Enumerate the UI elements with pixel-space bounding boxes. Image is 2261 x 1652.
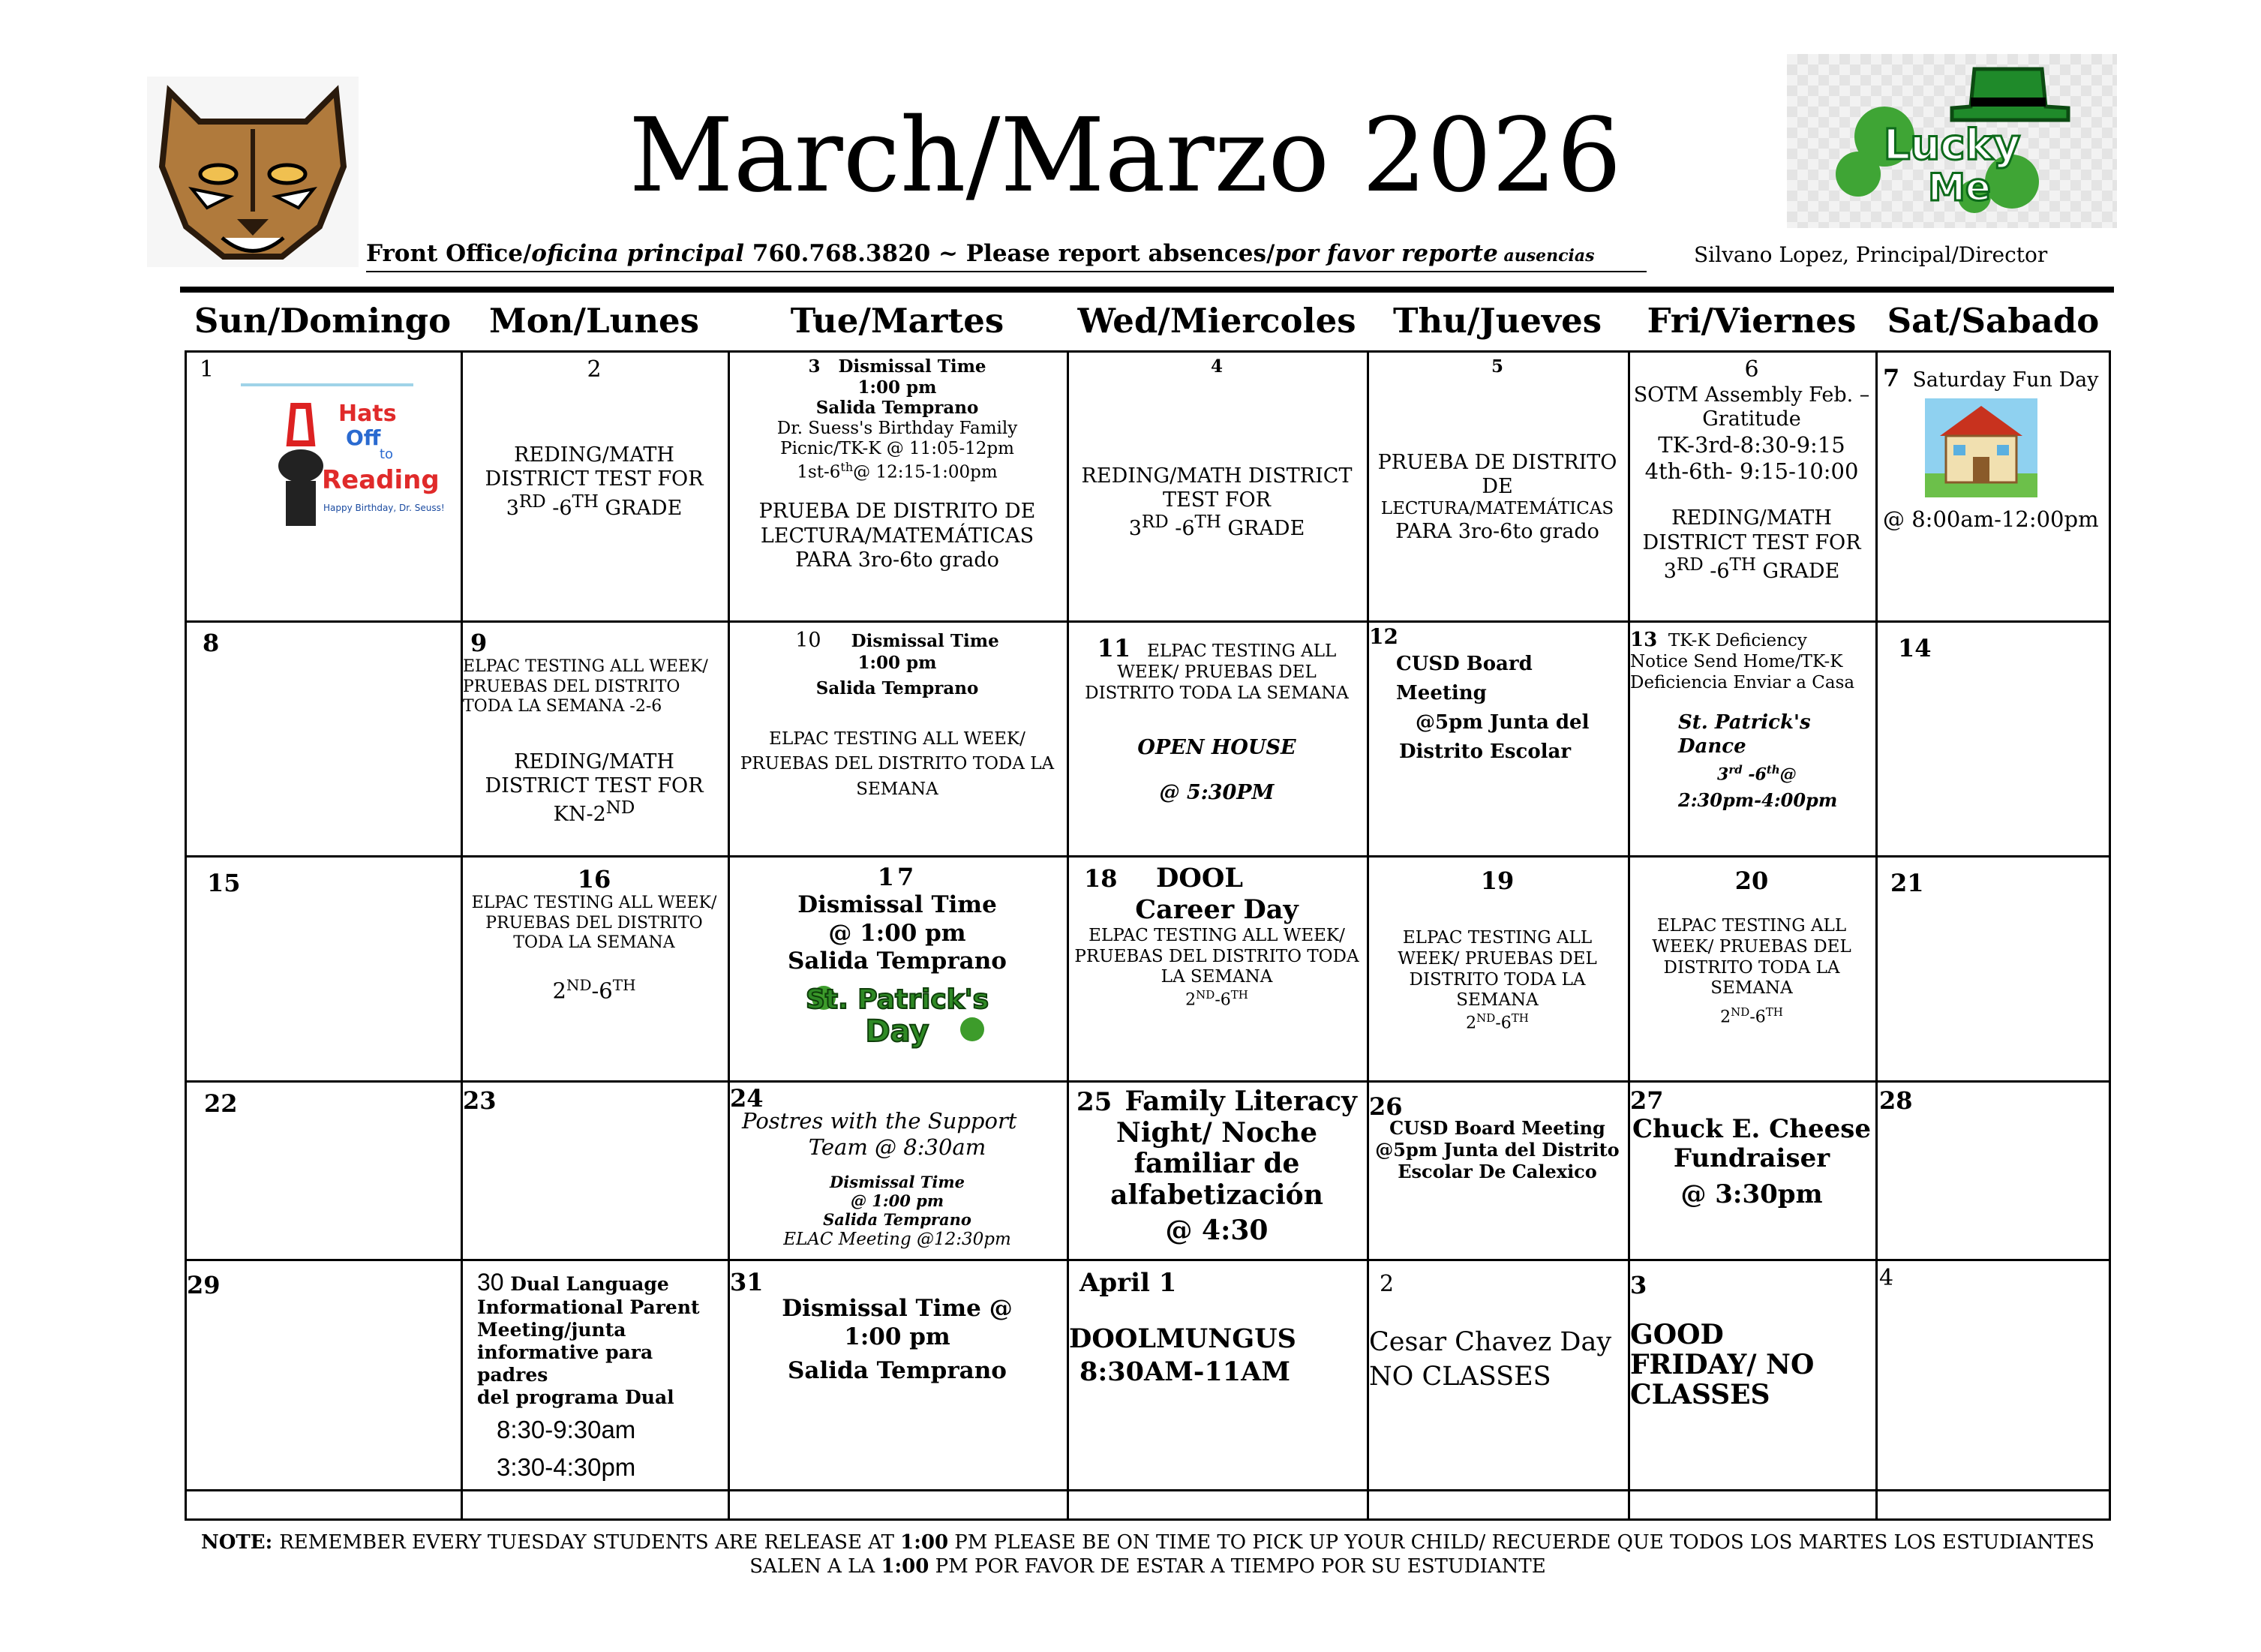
event-line: TEST FOR bbox=[1162, 488, 1271, 512]
day-cell-mar-18 bbox=[1069, 863, 1365, 1077]
reading-text-reading: Reading bbox=[322, 465, 440, 495]
day-number: 30 bbox=[477, 1269, 504, 1296]
sup: RD bbox=[518, 491, 546, 512]
day-header-fri: Fri/Viernes bbox=[1647, 301, 1857, 341]
day-number: 13 bbox=[1630, 629, 1658, 651]
day-cell-mar-1 bbox=[200, 356, 455, 617]
day-cell-mar-28 bbox=[1879, 1086, 2108, 1256]
me-text: Me bbox=[1928, 166, 1991, 209]
event-line: PARA 3ro-6to grado bbox=[795, 548, 999, 572]
event-line: Picnic/TK-K @ 11:05-12pm bbox=[780, 439, 1014, 459]
day-cell-mar-13 bbox=[1630, 629, 1873, 852]
reading-text-to: to bbox=[380, 446, 394, 462]
day-cell-mar-8 bbox=[203, 629, 458, 852]
sup: TH bbox=[1511, 1011, 1529, 1025]
event-line: WEEK/ PRUEBAS DEL bbox=[1652, 936, 1851, 957]
sup: TH bbox=[1729, 555, 1756, 575]
event-line: ELPAC TESTING ALL bbox=[1402, 928, 1593, 948]
day-header-thu: Thu/Jueves bbox=[1392, 301, 1602, 341]
event-line: PRUEBAS DEL DISTRITO TODA bbox=[1074, 946, 1359, 966]
text: 3 bbox=[1128, 517, 1142, 541]
event-line: 2:30pm-4:00pm bbox=[1678, 789, 1838, 812]
day-number: 10 bbox=[795, 629, 821, 652]
event-line: 1:00 pm bbox=[844, 1323, 950, 1350]
lucky-me-clipart bbox=[1787, 54, 2117, 228]
event-line: REDING/MATH DISTRICT bbox=[1081, 464, 1353, 488]
day-cell-mar-20 bbox=[1630, 867, 1873, 1077]
day-cell-mar-17 bbox=[730, 863, 1064, 1077]
office-text-1: Front Office/ bbox=[366, 240, 532, 267]
day-text: Day bbox=[865, 1014, 929, 1049]
event-line: Informational Parent bbox=[477, 1296, 700, 1319]
school-house-icon bbox=[1925, 398, 2037, 497]
event-line: DOOLMUNGUS bbox=[1069, 1323, 1296, 1354]
day-cell-mar-6 bbox=[1630, 356, 1873, 617]
grid-line bbox=[185, 1489, 2111, 1491]
event-line: Dismissal Time @ bbox=[782, 1295, 1013, 1323]
event-line: TODA LA SEMANA bbox=[513, 933, 675, 953]
reading-text-hats: Hats bbox=[338, 401, 397, 427]
sup: ND bbox=[1476, 1011, 1496, 1025]
event-line: ELPAC TESTING ALL WEEK/ bbox=[769, 728, 1025, 749]
event-line: Salida Temprano bbox=[788, 1356, 1007, 1384]
event-line: ELPAC TESTING ALL WEEK/ bbox=[1088, 926, 1345, 945]
day-number: 27 bbox=[1630, 1086, 1664, 1115]
event-line: Meeting/junta bbox=[477, 1319, 626, 1341]
cat-hat-icon bbox=[290, 406, 312, 443]
day-cell-mar-7 bbox=[1883, 364, 2108, 617]
text: -6 bbox=[1168, 517, 1195, 541]
event-line: Salida Temprano bbox=[815, 398, 979, 419]
sup: TH bbox=[1230, 987, 1248, 1002]
sup: ND bbox=[1196, 987, 1215, 1002]
sup: ND bbox=[1731, 1005, 1750, 1019]
day-cell-apr-4 bbox=[1879, 1265, 2108, 1486]
event-line: DISTRITO TODA LA bbox=[1409, 969, 1586, 990]
event-line: DISTRICT TEST FOR bbox=[1642, 530, 1861, 554]
day-header-mon: Mon/Lunes bbox=[488, 301, 700, 341]
day-number: 22 bbox=[204, 1089, 238, 1118]
st-patricks-text: St. Patrick's bbox=[805, 984, 989, 1015]
event-line: Fundraiser bbox=[1673, 1143, 1830, 1174]
text: GRADE bbox=[1755, 560, 1840, 584]
event-line: ELAC Meeting @12:30pm bbox=[783, 1229, 1011, 1249]
day-number: 18 bbox=[1084, 864, 1118, 893]
event-line: CUSD Board Meeting bbox=[1396, 652, 1533, 704]
sup: RD bbox=[1141, 512, 1169, 533]
day-number: 29 bbox=[187, 1271, 221, 1299]
event-line: Gratitude bbox=[1702, 407, 1801, 431]
event-line: Family Literacy bbox=[1124, 1086, 1357, 1117]
event-line bbox=[463, 976, 725, 1004]
day-header-sun: Sun/Domingo bbox=[194, 301, 452, 341]
event-line: 8:30AM-11AM bbox=[1079, 1356, 1291, 1388]
event-line: ELPAC TESTING ALL WEEK/ bbox=[463, 657, 708, 677]
day-number: 2 bbox=[1380, 1271, 1395, 1297]
event-line: REDING/MATH bbox=[514, 749, 674, 773]
hat-icon bbox=[1952, 69, 2068, 120]
event-line: Dismissal Time bbox=[851, 631, 999, 651]
text: -6 bbox=[1749, 1008, 1766, 1027]
text: 3 bbox=[1663, 560, 1677, 584]
text: GRADE bbox=[598, 496, 683, 520]
event-line: Escolar De Calexico bbox=[1398, 1160, 1597, 1182]
event-line: DISTRICT TEST FOR bbox=[485, 773, 704, 797]
event-line: DE bbox=[1482, 474, 1513, 498]
day-header-sat: Sat/Sabado bbox=[1887, 301, 2100, 341]
event-line bbox=[1630, 555, 1873, 584]
day-header-tue: Tue/Martes bbox=[790, 301, 1004, 341]
event-line: WEEK/ PRUEBAS DEL bbox=[1398, 948, 1597, 969]
event-line: CUSD Board Meeting bbox=[1389, 1117, 1605, 1140]
sup: TH bbox=[1194, 512, 1221, 533]
day-number: 16 bbox=[577, 865, 611, 894]
event-line: Deficiencia Enviar a Casa bbox=[1630, 672, 1855, 692]
event-line: TODA LA SEMANA -2-6 bbox=[463, 697, 662, 716]
event-title: DOOL bbox=[1156, 863, 1243, 894]
event-line: SEMANA bbox=[1710, 978, 1793, 999]
event-line: GOOD bbox=[1630, 1319, 1724, 1351]
day-cell-mar-9 bbox=[463, 629, 725, 852]
event-line bbox=[1069, 988, 1365, 1011]
text: 2 bbox=[1185, 990, 1197, 1010]
day-cell-apr-3 bbox=[1630, 1271, 1873, 1486]
event-line: @ 4:30 bbox=[1165, 1214, 1269, 1246]
event-line bbox=[1717, 763, 1873, 785]
text: @ 12:15-1:00pm bbox=[853, 462, 998, 482]
event-line: alfabetización bbox=[1110, 1179, 1323, 1211]
event-line: ELPAC TESTING ALL bbox=[1656, 916, 1847, 936]
day-number: 3 bbox=[1630, 1271, 1647, 1299]
day-cell-mar-19 bbox=[1369, 867, 1626, 1077]
office-phone: 760.768.3820 ~ Please report absences/ bbox=[744, 240, 1275, 267]
day-cell-mar-21 bbox=[1890, 869, 2108, 1077]
text: -6 bbox=[591, 978, 613, 1004]
note-text: PM POR FAVOR DE ESTAR A TIEMPO POR SU ESTUDIANTE bbox=[929, 1555, 1546, 1578]
footer-note bbox=[185, 1530, 2111, 1578]
event-line: PRUEBA DE DISTRITO bbox=[1377, 450, 1617, 474]
text: 1st-6 bbox=[797, 462, 841, 482]
day-cell-mar-14 bbox=[1898, 634, 2108, 852]
day-header-wed: Wed/Miercoles bbox=[1077, 301, 1356, 341]
office-text-5: ausencias bbox=[1497, 246, 1595, 266]
sup: th bbox=[1766, 762, 1780, 776]
note-text: REMEMBER EVERY TUESDAY STUDENTS ARE RELEASE AT bbox=[279, 1531, 901, 1554]
event-line: Dismissal Time bbox=[838, 356, 986, 377]
day-cell-mar-2 bbox=[463, 356, 725, 617]
text: GRADE bbox=[1221, 517, 1305, 541]
event-line: Salida Temprano bbox=[823, 1210, 971, 1230]
sup: rd bbox=[1728, 762, 1743, 776]
event-line: PRUEBA DE DISTRITO DE bbox=[758, 500, 1036, 524]
event-line: Notice Send Home/TK-K bbox=[1630, 652, 1843, 672]
event-line: DISTRITO TODA LA SEMANA bbox=[1085, 683, 1349, 703]
cougar-icon bbox=[147, 77, 359, 267]
grid-line bbox=[185, 620, 2111, 623]
event-line: LECTURA/MATEMÁTICAS bbox=[1380, 499, 1614, 519]
text: 2 bbox=[1466, 1014, 1477, 1033]
event-line: CLASSES bbox=[1630, 1378, 1770, 1410]
text: -6 bbox=[1215, 990, 1231, 1010]
reading-text-off: Off bbox=[346, 425, 381, 450]
day-cell-mar-4 bbox=[1069, 356, 1365, 617]
event-line: Postres with the Support bbox=[742, 1108, 1017, 1134]
text: 2 bbox=[552, 978, 566, 1004]
text: 3 bbox=[1717, 764, 1729, 785]
header-rule bbox=[180, 287, 2114, 293]
day-number: 6 bbox=[1744, 356, 1759, 383]
event-line: PRUEBAS DEL DISTRITO bbox=[463, 677, 680, 696]
note-label: NOTE: bbox=[201, 1531, 280, 1554]
event-line: Dual Language bbox=[503, 1273, 669, 1295]
day-cell-apr-1 bbox=[1069, 1268, 1365, 1486]
principal-name: Silvano Lopez, Principal/Director bbox=[1694, 242, 2048, 267]
event-line: TK-3rd-8:30-9:15 bbox=[1658, 431, 1845, 458]
day-cell-mar-30 bbox=[477, 1268, 725, 1486]
sup: th bbox=[840, 459, 854, 474]
event-line: PARA 3ro-6to grado bbox=[1395, 519, 1599, 543]
event-line bbox=[463, 492, 725, 521]
school-logo-cougar bbox=[147, 77, 359, 267]
day-number: 7 bbox=[1883, 364, 1900, 392]
day-cell-mar-26 bbox=[1369, 1092, 1626, 1256]
day-cell-apr-2 bbox=[1369, 1271, 1626, 1486]
grid-line bbox=[185, 855, 2111, 858]
event-line: Dismissal Time bbox=[797, 891, 997, 919]
text: -6 bbox=[545, 496, 572, 520]
grid-line bbox=[1875, 350, 1878, 1521]
day-number: 12 bbox=[1369, 624, 1398, 649]
day-number: 1 bbox=[200, 356, 215, 383]
note-time: 1:00 bbox=[900, 1531, 949, 1554]
day-number: 5 bbox=[1491, 356, 1503, 377]
day-cell-mar-24 bbox=[730, 1084, 1064, 1256]
hats-off-to-reading-clipart bbox=[241, 383, 445, 533]
reading-text-birthday: Happy Birthday, Dr. Seuss! bbox=[323, 503, 445, 513]
event-line bbox=[463, 798, 725, 827]
day-number: 20 bbox=[1734, 867, 1769, 895]
event-line: @5pm Junta del Distrito bbox=[1375, 1139, 1620, 1161]
event-line: PRUEBAS DEL DISTRITO TODA LA bbox=[740, 754, 1055, 774]
day-cell-mar-22 bbox=[204, 1089, 458, 1256]
lucky-text: Lucky bbox=[1883, 121, 2021, 170]
st-patricks-day-clipart bbox=[807, 975, 987, 1050]
note-text: PM PLEASE BE ON TIME TO PICK UP YOUR CHILD/ RECUERDE QUE TODOS LOS MARTES LOS ESTUDIANTES bbox=[948, 1531, 2094, 1554]
event-line: SEMANA bbox=[856, 779, 938, 799]
event-line: Saturday Fun Day bbox=[1912, 368, 2099, 392]
day-number: 21 bbox=[1890, 869, 1924, 897]
event-line: REDING/MATH bbox=[514, 443, 674, 467]
event-line: Salida Temprano bbox=[815, 677, 979, 698]
sup: TH bbox=[1765, 1005, 1783, 1019]
day-cell-mar-16 bbox=[463, 865, 725, 1077]
day-cell-mar-10 bbox=[730, 629, 1064, 852]
event-line: Dr. Suess's Birthday Family bbox=[776, 418, 1018, 438]
sup: ND bbox=[566, 975, 592, 994]
front-office-line bbox=[366, 239, 1647, 272]
day-cell-mar-27 bbox=[1630, 1086, 1873, 1256]
text: @ bbox=[1779, 764, 1797, 785]
day-number: 15 bbox=[207, 869, 241, 897]
day-number: 3 bbox=[808, 356, 821, 377]
text: -6 bbox=[1703, 560, 1730, 584]
event-line: ELPAC TESTING ALL bbox=[1147, 641, 1337, 661]
day-number: 24 bbox=[730, 1084, 764, 1113]
day-cell-mar-23 bbox=[463, 1086, 725, 1256]
sup: RD bbox=[1676, 555, 1704, 575]
event-line: @ 3:30pm bbox=[1680, 1179, 1823, 1209]
event-line: SEMANA bbox=[1456, 990, 1539, 1011]
event-line: ELPAC TESTING ALL WEEK/ bbox=[471, 894, 717, 913]
event-line: Team @ 8:30am bbox=[808, 1134, 986, 1161]
day-number: 4 bbox=[1210, 356, 1223, 377]
event-line: familiar de bbox=[1134, 1148, 1300, 1180]
event-title: Career Day bbox=[1135, 894, 1299, 925]
event-line: Dismissal Time bbox=[830, 1172, 965, 1191]
event-line: Chuck E. Cheese bbox=[1632, 1114, 1871, 1145]
event-line: TK-K Deficiency bbox=[1668, 631, 1807, 650]
event-line: Salida Temprano bbox=[788, 947, 1007, 975]
event-line: 1:00 pm bbox=[857, 377, 937, 398]
event-line bbox=[1369, 1011, 1626, 1034]
day-number: 2 bbox=[587, 356, 602, 383]
day-number: 9 bbox=[470, 629, 488, 657]
text: KN-2 bbox=[553, 803, 606, 827]
text: 3 bbox=[506, 496, 519, 520]
sup: TH bbox=[612, 975, 636, 994]
note-text: SALEN A LA bbox=[749, 1555, 881, 1578]
event-line: FRIDAY/ NO bbox=[1630, 1348, 1815, 1380]
day-cell-mar-11 bbox=[1069, 634, 1365, 852]
day-number: 23 bbox=[463, 1086, 497, 1115]
event-line: 4th-6th- 9:15-10:00 bbox=[1644, 458, 1859, 484]
event-line: 3:30-4:30pm bbox=[497, 1452, 636, 1481]
grid-line bbox=[185, 1259, 2111, 1261]
day-number: 4 bbox=[1879, 1265, 1894, 1291]
day-cell-mar-15 bbox=[207, 869, 458, 1077]
day-number: 11 bbox=[1097, 634, 1131, 662]
event-line bbox=[1069, 512, 1365, 541]
day-cell-mar-29 bbox=[187, 1271, 458, 1486]
text: -6 bbox=[1742, 764, 1767, 785]
day-number: 8 bbox=[203, 629, 220, 657]
event-line: SOTM Assembly Feb. – bbox=[1633, 383, 1870, 407]
sup: TH bbox=[572, 491, 599, 512]
note-time: 1:00 bbox=[881, 1555, 929, 1578]
day-cell-mar-12 bbox=[1369, 624, 1626, 852]
event-line: Distrito Escolar bbox=[1399, 740, 1572, 763]
day-number: 19 bbox=[1480, 867, 1515, 895]
day-cell-mar-3 bbox=[730, 356, 1064, 617]
event-line: St. Patrick's Dance bbox=[1678, 711, 1811, 758]
event-line: del programa Dual bbox=[477, 1386, 674, 1409]
day-number: April 1 bbox=[1079, 1268, 1177, 1298]
day-cell-mar-31 bbox=[730, 1268, 1064, 1486]
event-line: REDING/MATH bbox=[1671, 506, 1832, 530]
event-line: WEEK/ PRUEBAS DEL bbox=[1117, 662, 1317, 683]
office-text-2: oficina principal bbox=[531, 240, 745, 267]
event-line bbox=[1630, 1005, 1873, 1028]
office-text-4: por favor reporte bbox=[1275, 240, 1498, 267]
event-line: @ 8:00am-12:00pm bbox=[1883, 506, 2099, 533]
event-line: OPEN HOUSE bbox=[1137, 735, 1296, 759]
event-line: Cesar Chavez Day bbox=[1369, 1327, 1612, 1357]
day-number: 31 bbox=[730, 1268, 764, 1296]
day-number: 14 bbox=[1898, 634, 1932, 662]
day-number: 26 bbox=[1369, 1092, 1403, 1121]
event-line: 1:00 pm bbox=[857, 653, 937, 674]
day-number: 17 bbox=[877, 863, 917, 891]
event-line: 8:30-9:30am bbox=[497, 1416, 636, 1444]
grid-line bbox=[185, 1080, 2111, 1083]
event-line: LA SEMANA bbox=[1161, 967, 1273, 987]
day-number: 28 bbox=[1879, 1086, 1913, 1115]
event-line: informative para padres bbox=[477, 1341, 653, 1386]
text: -6 bbox=[1495, 1014, 1512, 1033]
page-title: March/Marzo 2026 bbox=[629, 97, 1622, 215]
event-line: @ 5:30PM bbox=[1159, 780, 1275, 804]
event-line: DISTRICT TEST FOR bbox=[485, 467, 704, 491]
day-cell-mar-25 bbox=[1069, 1086, 1365, 1256]
event-line: NO CLASSES bbox=[1369, 1362, 1551, 1392]
event-line: @ 1:00 pm bbox=[828, 919, 966, 947]
event-line: @5pm Junta del bbox=[1416, 710, 1590, 734]
sup: ND bbox=[605, 798, 635, 818]
day-cell-mar-5 bbox=[1369, 356, 1626, 617]
event-line: DISTRITO TODA LA bbox=[1663, 957, 1840, 978]
day-number: 25 bbox=[1076, 1087, 1112, 1117]
event-line bbox=[730, 460, 1064, 483]
event-line: @ 1:00 pm bbox=[850, 1191, 944, 1211]
event-line: PRUEBAS DEL DISTRITO bbox=[485, 913, 703, 933]
event-line: Night/ Noche bbox=[1115, 1116, 1318, 1149]
text: 2 bbox=[1720, 1008, 1731, 1027]
event-line: LECTURA/MATEMÁTICAS bbox=[760, 524, 1034, 548]
